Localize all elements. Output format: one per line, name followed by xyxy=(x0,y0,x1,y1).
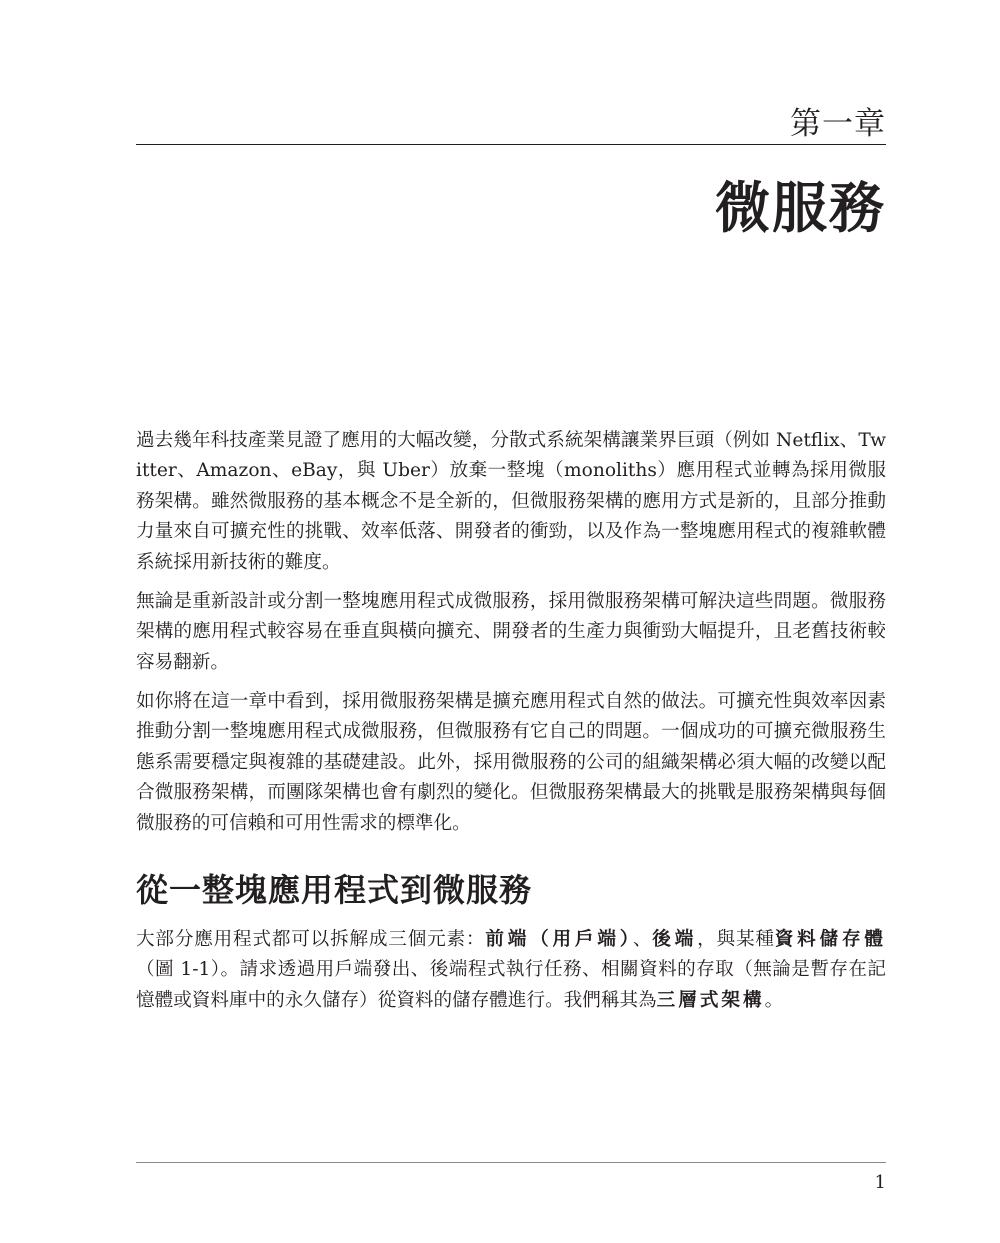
term-backend: 後端 xyxy=(652,929,698,950)
page-number: 1 xyxy=(874,1172,886,1193)
chapter-label: 第一章 xyxy=(790,106,886,142)
p4-text-3: ，與某種 xyxy=(697,929,775,950)
body-paragraph-1: 過去幾年科技產業見證了應用的大幅改變，分散式系統架構讓業界巨頭（例如 Netflix、Twitter、Amazon、eBay，與 Uber）放棄一整塊（monoliths）應用程式並轉為採用微服務架構。雖然微服務的基本概念不是全新的，但微服務架構的應用方式是新的，且部分推動力量來自可擴充性的挑戰、效率低落、開發者的衝勁，以及作為一整塊應用程式的複雜軟體系統採用新技術的難度。 xyxy=(136,430,886,573)
chapter-title: 微服務 xyxy=(714,176,886,240)
p4-text-5: 。 xyxy=(764,989,784,1011)
term-datastore: 資料儲存體 xyxy=(774,929,886,950)
p4-text-4: （圖 1-1）。請求透過用戶端發出、後端程式執行任務、相關資料的存取（無論是暫存在記憶體或資料庫中的永久儲存）從資料的儲存體進行。我們稱其為 xyxy=(136,959,886,1011)
body-paragraph-3: 如你將在這一章中看到，採用微服務架構是擴充應用程式自然的做法。可擴充性與效率因素推動分割一整塊應用程式成微服務，但微服務有它自己的問題。一個成功的可擴充微服務生態系需要穩定與複雜的基礎建設。此外，採用微服務的公司的組織架構必須大幅的改變以配合微服務架構，而團隊架構也會有劇烈的變化。但微服務架構最大的挑戰是服務架構與每個微服務的可信賴和可用性需求的標準化。 xyxy=(136,691,886,834)
p4-text-2: 、 xyxy=(632,929,653,950)
section-heading: 從一整塊應用程式到微服務 xyxy=(136,871,533,909)
p4-text-1: 大部分應用程式都可以拆解成三個元素： xyxy=(136,929,486,950)
body-paragraph-2: 無論是重新設計或分割一整塊應用程式成微服務，採用微服務架構可解決這些問題。微服務架構的應用程式較容易在垂直與橫向擴充、開發者的生產力與衝勁大幅提升，且老舊技術較容易翻新。 xyxy=(136,591,886,673)
footer-rule xyxy=(136,1162,886,1163)
header-rule xyxy=(136,144,886,145)
term-frontend: 前端（用戶端） xyxy=(485,929,633,950)
body-paragraph-4 xyxy=(136,925,886,1016)
term-three-tier: 三層式架構 xyxy=(656,989,765,1011)
